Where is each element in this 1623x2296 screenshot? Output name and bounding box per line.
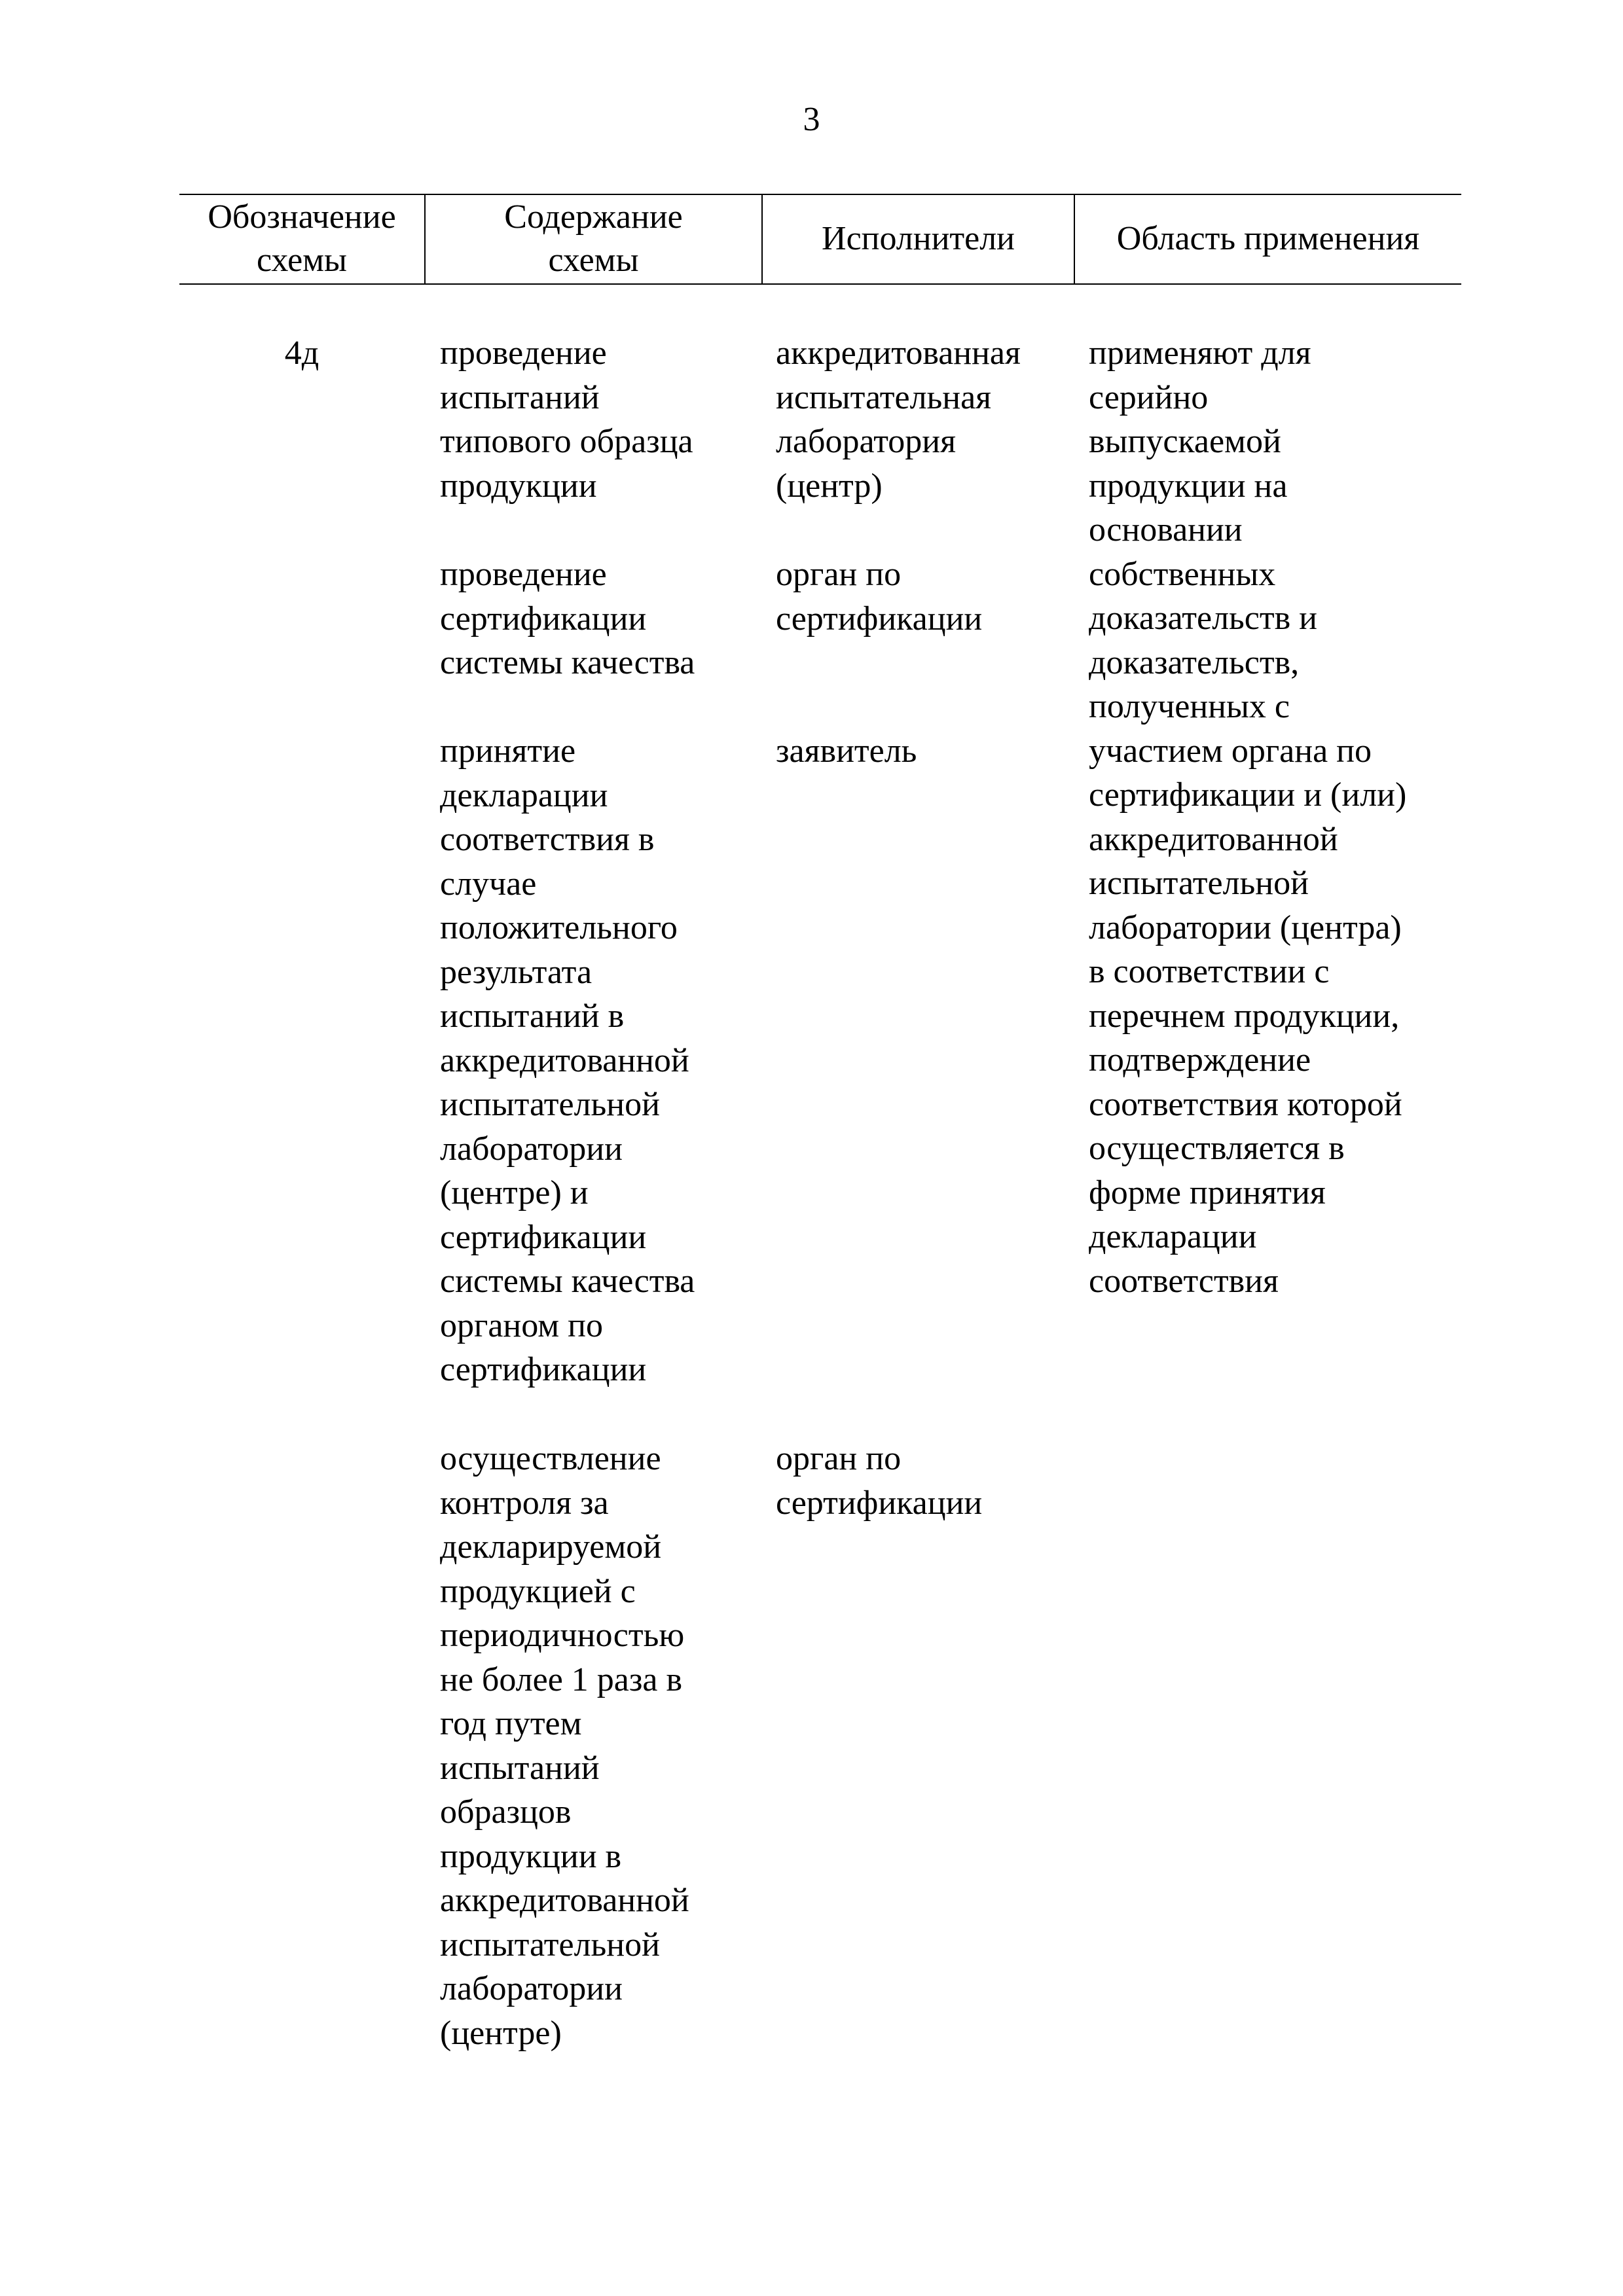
content-cell-row-1: проведение испытаний типового образца продукции <box>440 334 693 505</box>
header-scheme-content <box>426 194 761 283</box>
content-cell-row-2: проведение сертификации системы качества <box>440 556 695 681</box>
header-line: Обозначение <box>208 198 396 236</box>
application-area-cell: применяют для серийно выпускаемой продукции на основании собственных доказательств и доказательств, полученных с участием органа по сертификации и (или) аккредитованной испытательной лаборатории (центра) в соответствии с перечнем продукции, подтверждение соответствия которой осуществляется в форме принятия декларации соответствия <box>1089 334 1407 1300</box>
header-line: Содержание <box>504 198 683 236</box>
header-line: Область применения <box>1116 220 1420 257</box>
header-scheme-designation <box>179 194 424 283</box>
header-line: схемы <box>256 242 347 279</box>
header-application-area <box>1075 194 1461 283</box>
content-cell-row-3: принятие декларации соответствия в случае положительного результата испытаний в аккредитованной испытательной лаборатории (центре) и сертификации системы качества органом по сертификации <box>440 732 695 1388</box>
executor-cell-row-1: аккредитованная испытательная лаборатория (центр) <box>776 334 1021 505</box>
header-executors <box>763 194 1074 283</box>
header-line: Исполнители <box>822 220 1015 257</box>
content-cell-row-4: осуществление контроля за декларируемой продукцией с периодичностью не более 1 раза в год путем испытаний образцов продукции в аккредитованной испытательной лаборатории (центре) <box>440 1440 689 2052</box>
page-number: 3 <box>803 101 820 138</box>
scheme-code-cell: 4д <box>284 334 319 372</box>
executor-cell-row-2: орган по сертификации <box>776 556 983 637</box>
header-line: схемы <box>548 242 639 279</box>
executor-cell-row-4: орган по сертификации <box>776 1440 983 1522</box>
table-header-bottom-border <box>179 283 1461 285</box>
executor-cell-row-3: заявитель <box>776 732 917 770</box>
